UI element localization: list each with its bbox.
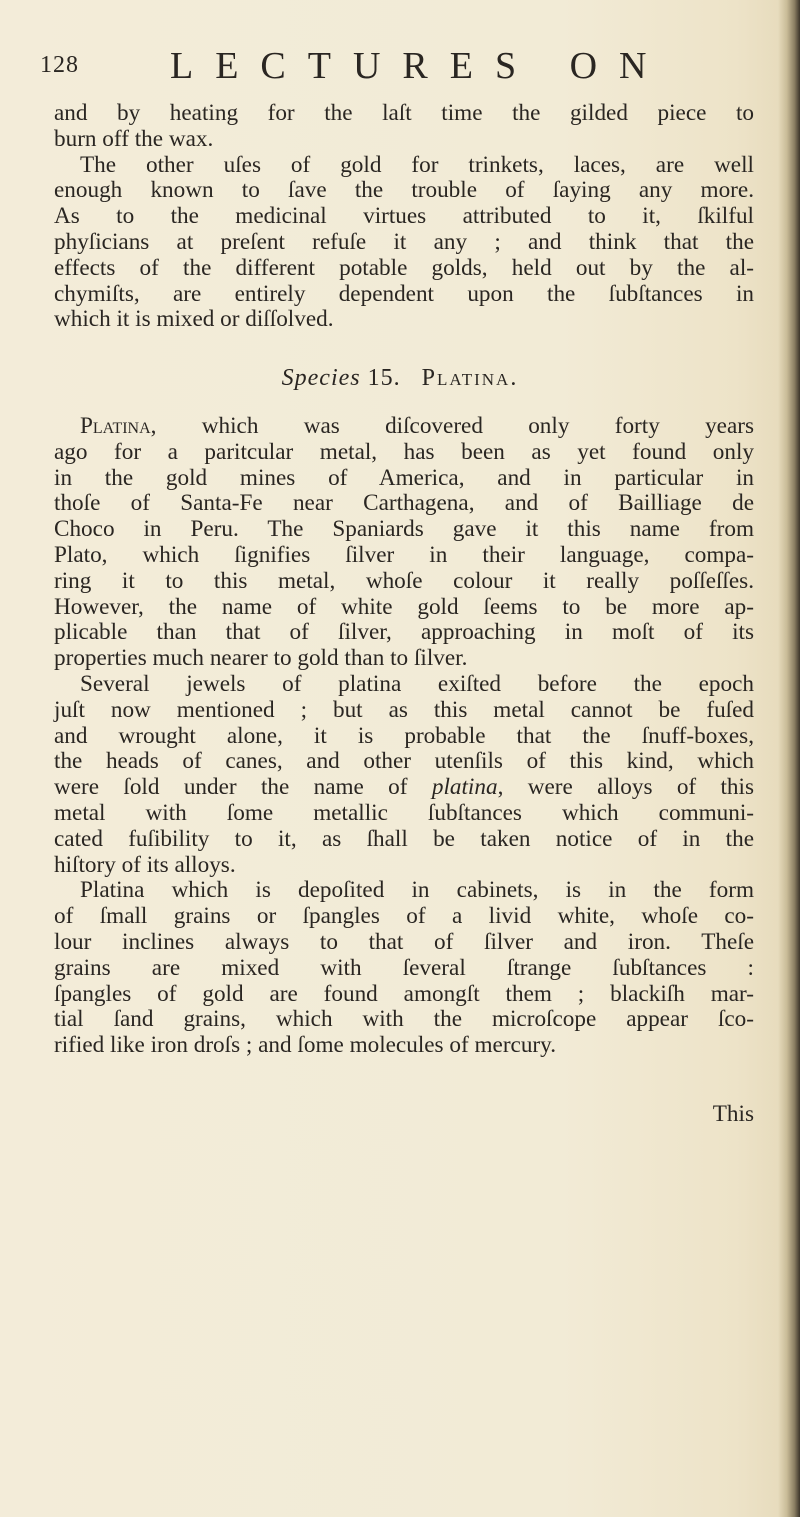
text-line: ſpangles of gold are found amongſt them ; blackiſh mar- bbox=[54, 980, 754, 1007]
line-part: were ſold under the name of bbox=[54, 774, 408, 801]
first-word: Platina, bbox=[80, 413, 157, 439]
text-line bbox=[54, 414, 754, 440]
text-line: and by heating for the laſt time the gilded piece to bbox=[54, 100, 754, 126]
species-number: 15. bbox=[367, 365, 401, 391]
text-line: cated fuſibility to it, as ſhall be taken notice of in the bbox=[54, 825, 754, 852]
text-line: plicable than that of ſilver, approaching in moſt of its bbox=[54, 619, 754, 646]
running-title: LECTURES ON bbox=[170, 45, 669, 87]
text-line: ring it to this metal, whoſe colour it really poſſeſſes. bbox=[54, 567, 754, 594]
section-title: Platina. bbox=[421, 365, 519, 391]
text-line: burn off the wax. bbox=[54, 125, 214, 152]
page-gutter-shadow bbox=[778, 0, 800, 1517]
catchword: This bbox=[712, 1101, 754, 1127]
text-line: Plato, which ſignifies ſilver in their language, compa- bbox=[54, 541, 754, 568]
text-line: However, the name of white gold ſeems to be more ap- bbox=[54, 593, 754, 620]
text-line: enough known to ſave the trouble of ſaying any more. bbox=[54, 177, 754, 204]
text-line: and wrought alone, it is probable that the ſnuff-boxes, bbox=[54, 722, 754, 749]
text-line: the heads of canes, and other utenſils of this kind, which bbox=[54, 748, 754, 775]
text-line: Choco in Peru. The Spaniards gave it this name from bbox=[54, 516, 754, 543]
text-line: juſt now mentioned ; but as this metal cannot be fuſed bbox=[54, 696, 754, 723]
text-line: properties much nearer to gold than to ſilver. bbox=[54, 645, 468, 672]
text-line: chymiſts, are entirely dependent upon the ſubſtances in bbox=[54, 280, 754, 307]
text-line: rified like iron droſs ; and ſome molecules of mercury. bbox=[54, 1032, 557, 1059]
body-text-continued bbox=[54, 414, 754, 1059]
line-part: , were alloys of this bbox=[497, 774, 754, 801]
text-line: Several jewels of platina exiſted before the epoch bbox=[80, 670, 754, 697]
text-line bbox=[54, 775, 754, 801]
page-number: 128 bbox=[40, 52, 79, 78]
text-line: of ſmall grains or ſpangles of a livid white, whoſe co- bbox=[54, 903, 754, 930]
body-text bbox=[54, 101, 754, 333]
text-line: As to the medicinal virtues attributed to it, ſkilful bbox=[54, 203, 754, 230]
italic-term: platina bbox=[431, 774, 498, 801]
text-line: grains are mixed with ſeveral ſtrange ſubſtances : bbox=[54, 954, 754, 981]
text-line: which it is mixed or diſſolved. bbox=[54, 306, 334, 333]
running-head bbox=[40, 40, 760, 87]
text-line: tial ſand grains, which with the microſcope appear ſco- bbox=[54, 1006, 754, 1033]
text-line: Platina which is depoſited in cabinets, is in the form bbox=[80, 877, 754, 904]
text-line: in the gold mines of America, and in particular in bbox=[54, 464, 754, 491]
text-line: metal with ſome metallic ſubſtances which communi- bbox=[54, 799, 754, 826]
text-line: The other uſes of gold for trinkets, laces, are well bbox=[80, 151, 754, 178]
text-line: phyſicians at preſent refuſe it any ; and think that the bbox=[54, 228, 754, 255]
text-line: thoſe of Santa-Fe near Carthagena, and of Bailliage de bbox=[54, 490, 754, 517]
first-line-rest: which was diſcovered only forty years bbox=[201, 413, 755, 439]
text-line: hiſtory of its alloys. bbox=[54, 851, 236, 878]
text-line: ago for a paritcular metal, has been as yet found only bbox=[54, 438, 754, 465]
species-label: Species bbox=[281, 365, 361, 391]
catchword-row bbox=[54, 1101, 754, 1129]
section-heading bbox=[0, 365, 800, 392]
text-line: lour inclines always to that of ſilver and iron. Theſe bbox=[54, 928, 754, 955]
text-line: effects of the different potable golds, held out by the al- bbox=[54, 254, 754, 281]
